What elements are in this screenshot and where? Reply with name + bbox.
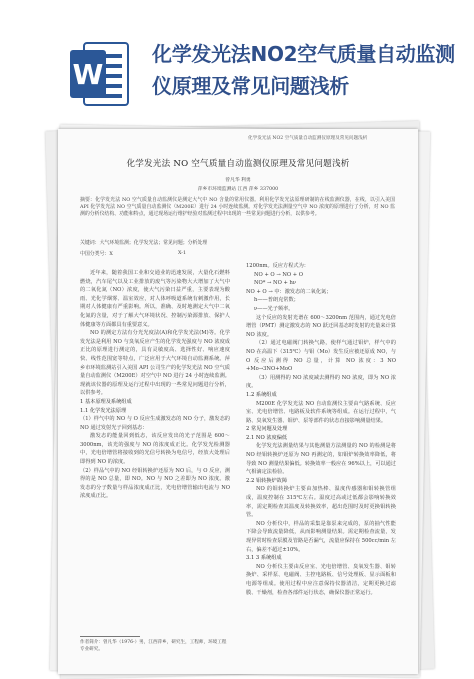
paragraph: （2）样品气中的 NO 经钼转换炉还原为 NO 后，与 O 反应，测得的是 NO 总量，即 NO。NO 与 NO 之差即为 NO 浓度。激发态的分子数量与样品浓度成正比，光电倍增管输出电流与 NO 浓度成正比。	[80, 467, 230, 500]
paragraph: （3）用测得的 NO 浓度减去测得的 NO 浓度，即为 NO 浓度。	[246, 374, 396, 390]
article-affiliation: 萍乡市环境监测站 江西 萍乡 337000	[197, 187, 279, 192]
left-column	[80, 269, 230, 501]
equation: NO* → NO + hν	[254, 280, 296, 287]
right-column	[246, 262, 396, 597]
paragraph: （1）样气中的 NO 与 O 反应生成激发态的 NO 分子，激发态的 NO 通过发射光子回到基态：	[80, 416, 230, 431]
section-heading: 1 基本原理及系统组成	[80, 398, 132, 405]
paragraph: M200E 化学发光法 NO 自动监测仪主要由气路系统、反应室、光电倍增管、电路板及软件系统等组成。在运行过程中，气路、臭氧发生器、钼炉、泵等部件的状态直接影响测量结果。	[246, 400, 396, 424]
article-title: 化学发光法 NO 空气质量自动监测仪原理及常见问题浅析	[126, 159, 350, 169]
paragraph: NO 分析仪主要由反应室、光电倍增管、臭氧发生器、钼转换炉、采样泵、电磁阀、主控电路板、信号处理板、显示面板和电源等组成。使用过程中应注意保持仪器清洁，定期更换过滤膜、干燥剂，检查各部件运行状态，确保仪器正常运行。	[246, 563, 396, 596]
document-title: 化学发光法NO2空气质量自动监测仪原理及常见问题浅析	[152, 42, 455, 98]
paragraph: 近年来，随着我国工业和交通业的迅速发展，大量化石燃料燃烧，汽车尾气以及工业排放的废气等污染物大大增加了大气中的二氧化氮（NO）浓度，使大气污染日益严重，主要表现为酸雨、光化学烟雾、温室效应，对人体呼吸道系统有刺激作用，长期对人体健康有严重影响。所以，准确、及时地测定大气中二氧化氮的含量，对于了解大气环境状况、控制污染源排放、保护人体健康等方面都具有重要意义。	[80, 270, 230, 328]
article-abstract: 摘要：化学发光法 NO 空气质量自动监测仪是测定大气中 NO 含量的常用仪器。利用化学发光法原理研制的在线监测仪器，在线，以引入美国 API 化学发光法 NO 空气质量自动监测仪（M200E）进行 24 小时连续监测。对化学发光法测量空气中 NO 浓度的原理进行了分析，对 NO 监测的分析仪结构、功能和特点，通过现场运行维护经验对监测过程中出现的一些常见问题进行分析，以供参考。	[80, 197, 395, 218]
subsection-heading: 2.2 钼转换炉故障	[246, 477, 288, 484]
document-mark: X-1	[178, 250, 187, 256]
footnote-divider	[80, 636, 140, 637]
paragraph: NO 分析仪中，样品的采集是靠泵来完成的，泵的抽气性能下降会导致流量降低，从而影响测量结果。需定期检查流量，发现异常时检查泵膜及管路是否漏气，流量应保持在 500cc/min 左右，偏差不超过±10%。	[246, 520, 396, 553]
article-authors: 曾凡华 利勇	[225, 178, 251, 183]
article-keywords: 关键词：大气环境监测；化学发光法；常见问题；分析处理	[80, 240, 208, 246]
paragraph: NO 的测定方法有分光光度法(A)和化学发光法(M)等。化学发光法是利用 NO 与臭氧反应产生的化学发光强度与 NO 浓度成正比的原理进行测定的，具有灵敏度高、选择性好、响应速度快、线性范围宽等特点，广泛应用于大气环境自动监测系统。萍乡市环境监测站引入美国 API 公司生产的化学发光法 NO 空气质量自动监测仪（M200E）对空气中 NO 进行 24 小时连续监测。现就该仪器的原理及运行过程中出现的一些常见问题进行分析，以供参考。	[80, 330, 230, 397]
subsection-heading: 2.1 NO 浓度偏低	[246, 434, 288, 441]
paragraph: NO 的钼转换炉主要由加热棒、温度传感器和钼转换管组成，温度控制在 315℃左右。温度过高或过低都会影响转换效率，需定期检查其温度及转换效率，超出范围时及时更换钼转换管。	[246, 486, 396, 519]
page-header	[0, 0, 474, 130]
document-preview-page[interactable]	[58, 129, 418, 674]
subsection-heading: 3.1 3 系统组成	[246, 555, 282, 562]
paragraph: （2）通过电磁阀门转换气路，使样气通过钼炉，样气中的 NO 在高温下（315℃）与钼（Mo）发生反应被还原成 NO，与 O 反应后测得 NO 总量，计算 NO 浓度：3 NO +Mo→3NO+MoO	[246, 340, 396, 373]
paragraph: 这个反应的发射光谱在 600～3200nm 范围内，通过光电倍增管（PMT）测定激发态的 NO 跃迁回基态时发射的光量来计算 NO 浓度。	[246, 314, 396, 338]
paragraph: 激发态的能量回到低态，该反应发出的光子范围是 600～3000nm，该光的强度与 NO 的浓度成正比。化学发光检测器中，光电倍增管将接收到的光信号转换为电信号，经放大处理后即得到 NO 的浓度。	[80, 433, 230, 466]
word-document-icon	[70, 40, 130, 108]
equation: NO + O → NO + O	[254, 271, 304, 278]
subsection-heading: 1.1 化学发光法原理	[80, 407, 127, 414]
subsection-heading: 1.2 系统组成	[246, 391, 277, 398]
equation-note: ν——光子频率。	[254, 305, 294, 312]
word-icon-letter: W	[72, 58, 104, 91]
running-head: 化学发光法 NO2 空气质量自动监测仪原理及常见问题浅析	[248, 136, 368, 141]
footnote: 作者简介：曾凡华（1976-）男，江西萍乡，研究生，工程师，环境工程专业研究。	[80, 640, 227, 652]
section-heading: 2 常见问题及处理	[246, 426, 288, 433]
paragraph: 化学发光法测量结果与其他测量方法测量的 NO 的检测是将 NO 经钼转换炉还原为 NO 再测定的，如钼炉转换效率降低，将导致 NO 测量结果偏低。转换效率一般应在 96%以上，可以通过气相滴定法检验。	[246, 443, 396, 476]
equation-note: h——普朗克常数；	[254, 297, 299, 304]
paragraph: 1200nm。反应方程式为：	[246, 263, 309, 269]
classification-number: 中国分类号：X	[80, 251, 113, 257]
equation-note: NO + O → 中：激发态的二氧化氮；	[246, 288, 332, 295]
